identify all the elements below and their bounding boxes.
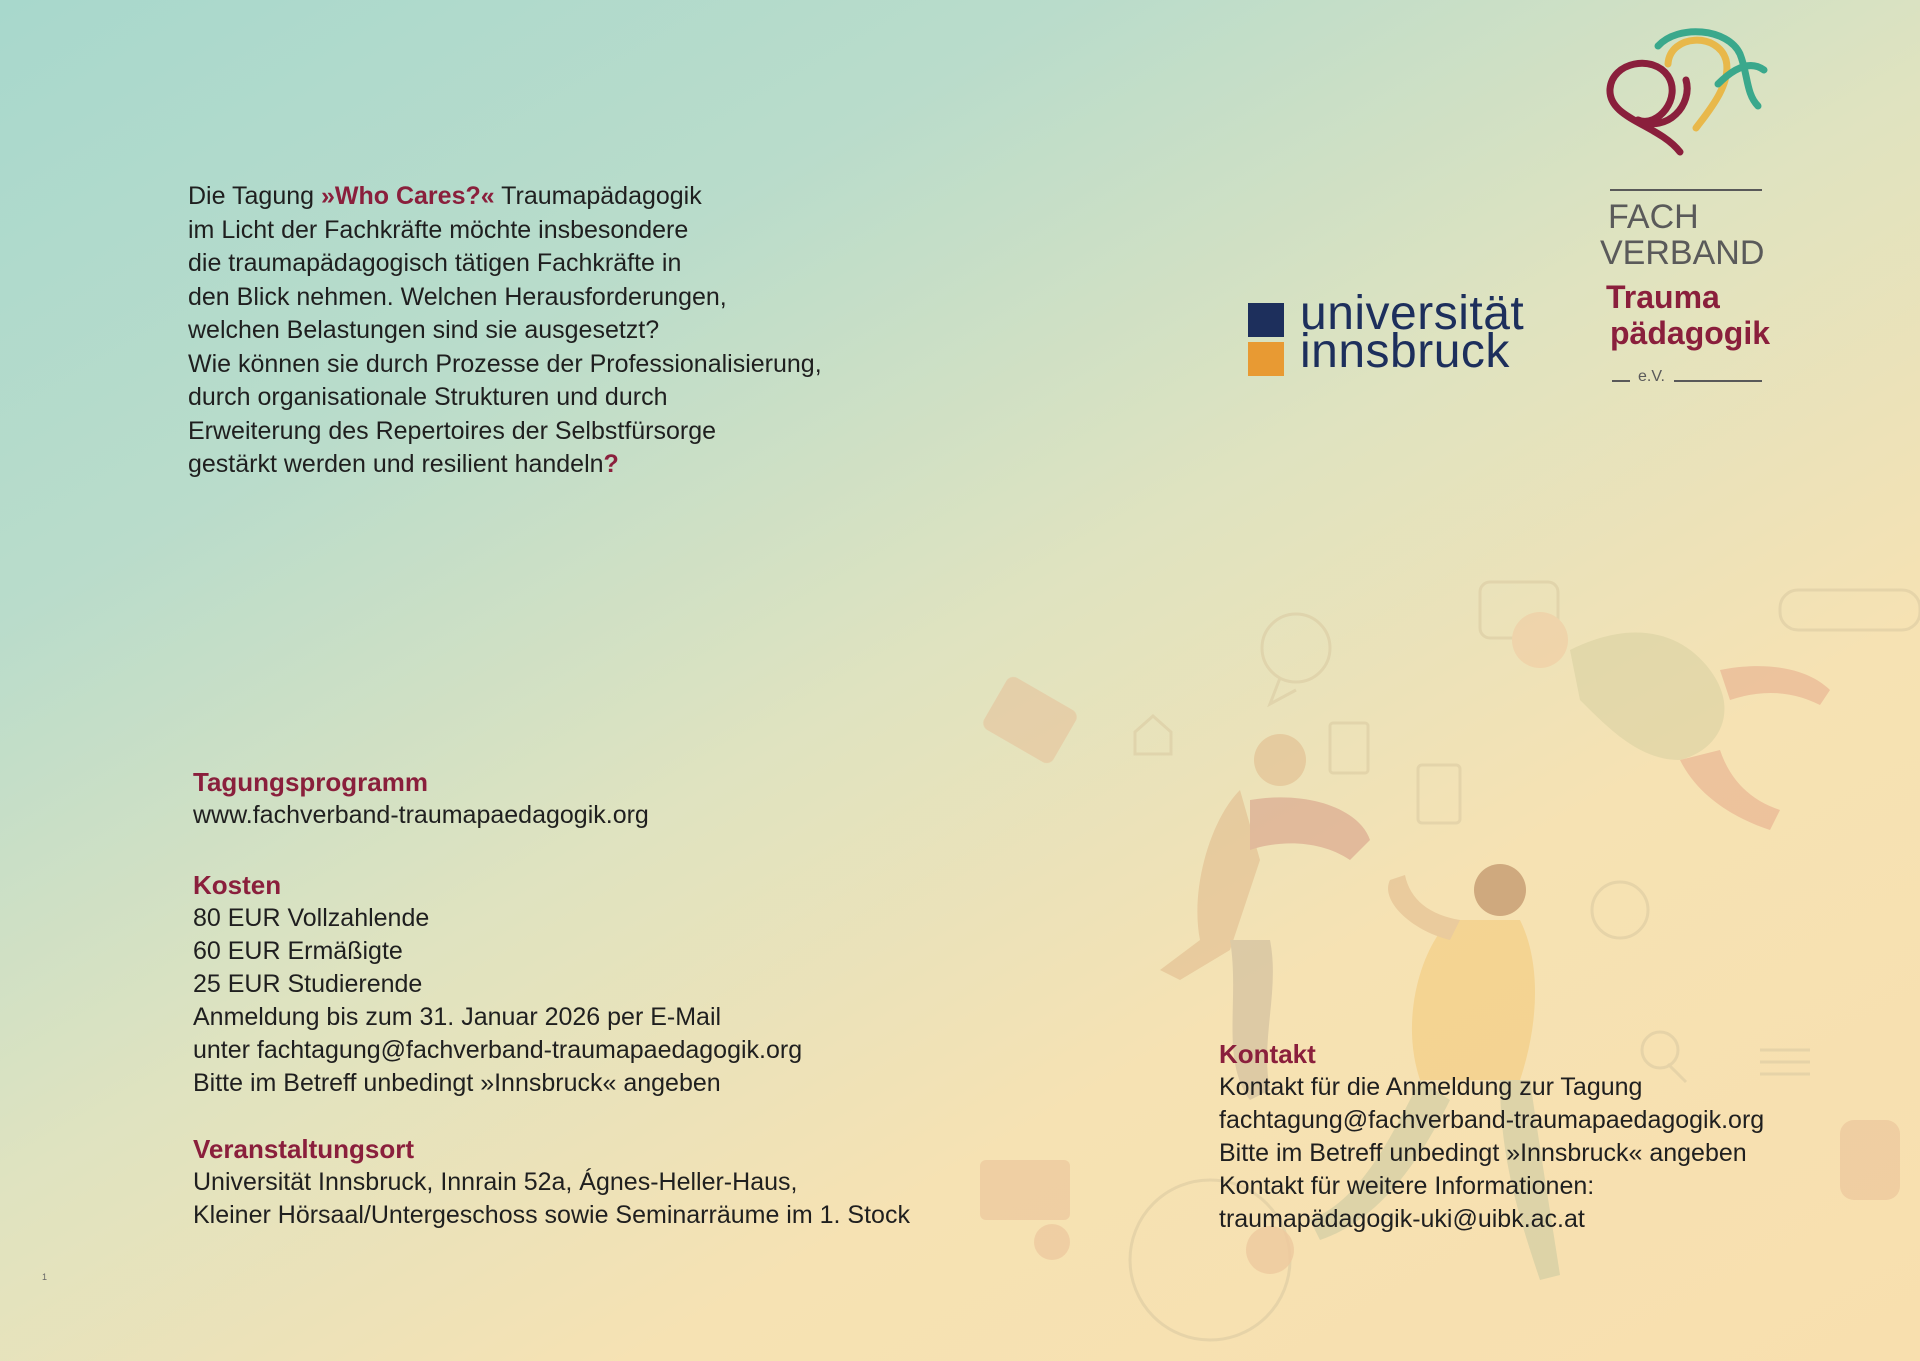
intro-last-line: gestärkt werden und resilient handeln?: [188, 450, 619, 478]
intro-line: Erweiterung des Repertoires der Selbstfürsorge: [188, 416, 717, 445]
contact-section: [1219, 1038, 1764, 1236]
intro-line: im Licht der Fachkräfte möchte insbesondere: [188, 215, 689, 244]
intro-paragraph: [188, 180, 828, 482]
logo-square-blue: [1248, 303, 1284, 337]
registration-note: Bitte im Betreff unbedingt »Innsbruck« angeben: [193, 1069, 721, 1097]
logo-rule: [1612, 380, 1630, 382]
logo-text-trauma: Trauma: [1606, 279, 1720, 315]
costs-section: [193, 869, 802, 1100]
knot-logo-icon: [1598, 24, 1768, 164]
contact-info-email-link[interactable]: traumapädagogik-uki@uibk.ac.at: [1219, 1205, 1585, 1233]
logo-text-innsbruck: innsbruck: [1300, 325, 1510, 378]
contact-email-link[interactable]: fachtagung@fachverband-traumapaedagogik.org: [1219, 1106, 1765, 1134]
registration-deadline: Anmeldung bis zum 31. Januar 2026 per E-Mail: [193, 1003, 722, 1031]
page-mark: 1: [42, 1272, 48, 1282]
cost-line: 60 EUR Ermäßigte: [193, 937, 403, 965]
venue-heading: Veranstaltungsort: [193, 1134, 415, 1164]
people-illustration: [980, 560, 1920, 1361]
intro-line: durch organisationale Strukturen und durch: [188, 383, 668, 411]
event-title: »Who Cares?«: [320, 182, 495, 210]
venue-line: Kleiner Hörsaal/Untergeschoss sowie Seminarräume im 1. Stock: [193, 1201, 910, 1229]
registration-email-link[interactable]: unter fachtagung@fachverband-traumapaedagogik.org: [193, 1036, 803, 1064]
university-innsbruck-logo: [1248, 287, 1548, 380]
intro-line-1: Die Tagung »Who Cares?« Traumapädagogik: [188, 182, 702, 210]
cost-line: 80 EUR Vollzahlende: [193, 904, 430, 932]
logo-text-ev: e.V.: [1638, 368, 1665, 385]
contact-line: Kontakt für die Anmeldung zur Tagung: [1219, 1073, 1643, 1101]
contact-line: Bitte im Betreff unbedingt »Innsbruck« angeben: [1219, 1139, 1747, 1167]
cost-line: 25 EUR Studierende: [193, 970, 423, 998]
fachverband-logo: [1598, 24, 1771, 394]
logo-square-orange: [1248, 342, 1284, 376]
program-url-link[interactable]: www.fachverband-traumapaedagogik.org: [193, 801, 649, 829]
venue-line: Universität Innsbruck, Innrain 52a, Ágnes-Heller-Haus,: [193, 1168, 798, 1196]
intro-line: welchen Belastungen sind sie ausgesetzt?: [188, 316, 660, 344]
logo-rule: [1674, 380, 1762, 382]
logo-text-paedagogik: pädagogik: [1610, 315, 1771, 351]
logo-text-fach: FACH: [1608, 198, 1699, 236]
intro-line: Wie können sie durch Prozesse der Professionalisierung,: [188, 349, 822, 378]
program-section: [193, 766, 649, 832]
logo-text-verband: VERBAND: [1600, 234, 1765, 272]
venue-section: [193, 1133, 910, 1232]
logo-rule: [1610, 189, 1762, 191]
program-heading: Tagungsprogramm: [193, 767, 428, 797]
costs-heading: Kosten: [193, 870, 282, 900]
intro-line: die traumapädagogisch tätigen Fachkräfte in: [188, 249, 682, 277]
intro-line: den Blick nehmen. Welchen Herausforderungen,: [188, 282, 727, 311]
contact-line: Kontakt für weitere Informationen:: [1219, 1172, 1595, 1200]
logo-text-universitaet: universität: [1300, 287, 1525, 340]
contact-heading: Kontakt: [1219, 1039, 1316, 1069]
